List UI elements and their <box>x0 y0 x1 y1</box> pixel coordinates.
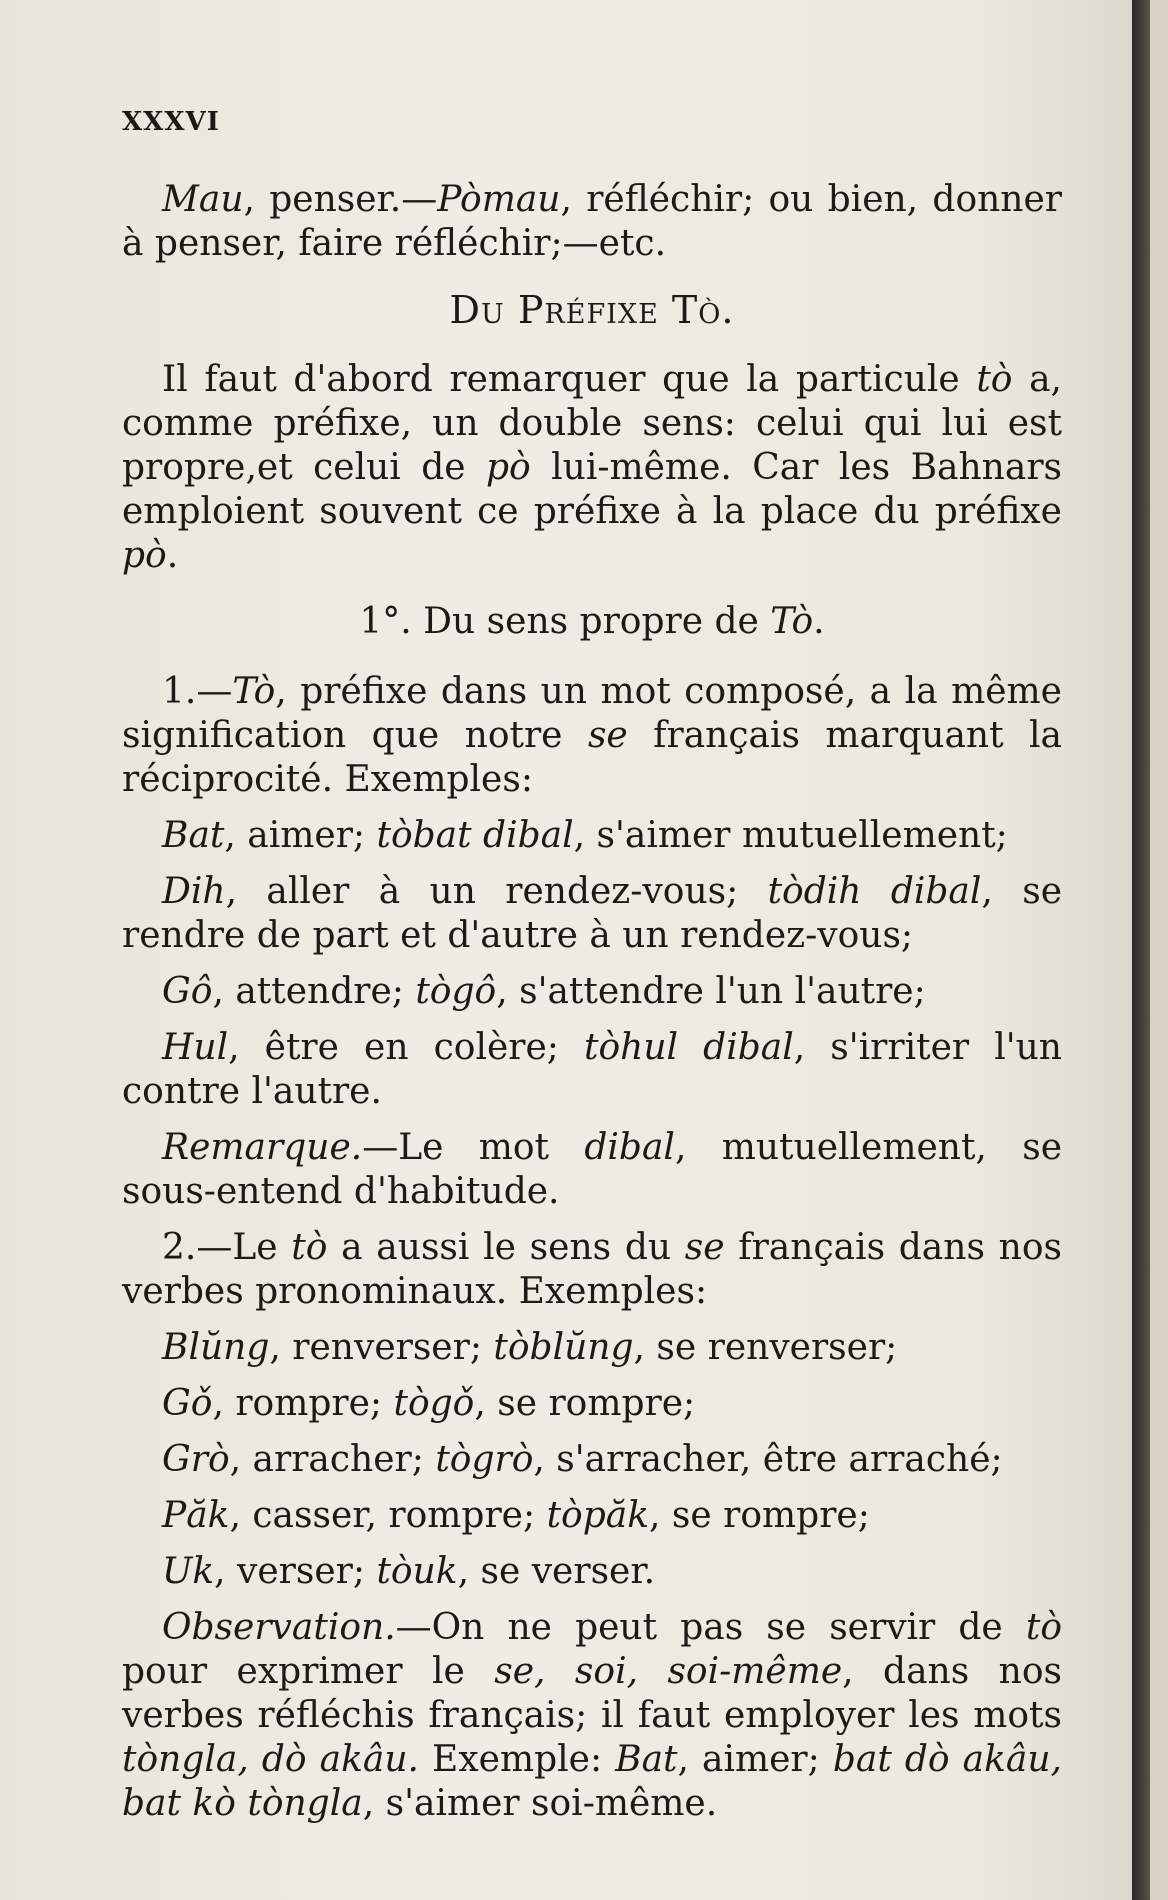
section-1-paragraph <box>122 670 1062 802</box>
page-content <box>122 100 1062 1838</box>
observation-label: Observation. <box>162 1607 396 1648</box>
para-text: . <box>166 535 179 576</box>
example-meaning: , rompre; <box>212 1383 394 1424</box>
para-text: 2.—Le <box>162 1227 292 1268</box>
example-meaning: , casser, rompre; <box>229 1495 547 1536</box>
para-text: Il faut d'abord remarquer que la particule <box>162 359 977 400</box>
para-text: a aussi le sens du <box>327 1227 685 1268</box>
para-text: , mutuellement, se sous-entend d'habitude. <box>122 1127 1062 1212</box>
remark-label: Remarque. <box>162 1127 363 1168</box>
example-derived-meaning: , s'aimer mutuellement; <box>573 815 1008 856</box>
para-italic: pò <box>122 535 167 576</box>
subheading-text: . <box>813 601 825 642</box>
para-text: pour exprimer le <box>122 1651 495 1692</box>
example-line <box>122 1550 1062 1594</box>
example-line <box>122 1438 1062 1482</box>
example-word: Gô <box>162 971 213 1012</box>
example-derived: tòhul dibal <box>584 1027 794 1068</box>
para-italic: Tò <box>232 671 276 712</box>
para-text: , dans nos verbes réfléchis français; il faut employer les mots <box>122 1651 1062 1736</box>
intro-text: , penser.— <box>243 179 438 220</box>
intro-word: Mau <box>162 179 244 220</box>
page-edge-shadow <box>1132 0 1150 1900</box>
example-meaning: , arracher; <box>229 1439 436 1480</box>
para-text: —Le mot <box>362 1127 585 1168</box>
para-italic: tò <box>1025 1607 1062 1648</box>
intro-derived-word: Pòmau <box>437 179 561 220</box>
example-derived: tòpăk <box>546 1495 650 1536</box>
para-text: 1.— <box>162 671 233 712</box>
para-text: , aimer; <box>677 1739 833 1780</box>
para-italic: se, soi, soi-même <box>494 1651 843 1692</box>
example-word: Grò <box>162 1439 230 1480</box>
page-number: XXXVI <box>122 107 220 137</box>
example-line <box>122 1026 1062 1114</box>
example-derived: tòdih dibal <box>767 871 982 912</box>
example-derived: tògô <box>415 971 497 1012</box>
example-word: Bat <box>162 815 225 856</box>
subheading-italic: Tò <box>770 601 814 642</box>
example-derived-meaning: , se renverser; <box>633 1327 898 1368</box>
example-word: Dih <box>162 871 226 912</box>
example-word: Gǒ <box>162 1383 213 1424</box>
para-italic: bat dò akâu, bat kò tòngla <box>122 1739 1062 1824</box>
example-line <box>122 970 1062 1014</box>
subheading <box>122 600 1062 644</box>
para-text: français dans nos verbes pronominaux. Exemples: <box>122 1227 1062 1312</box>
example-derived-meaning: , se rompre; <box>474 1383 696 1424</box>
para-italic: Bat <box>615 1739 678 1780</box>
example-word: Hul <box>162 1027 229 1068</box>
para-italic: tòngla, dò akâu. <box>122 1739 419 1780</box>
example-meaning: , aller à un rendez-vous; <box>225 871 768 912</box>
example-meaning: , aimer; <box>224 815 377 856</box>
observation-paragraph <box>122 1606 1062 1826</box>
example-derived-meaning: , s'arracher, être arraché; <box>533 1439 1003 1480</box>
example-meaning: , verser; <box>214 1551 377 1592</box>
example-line <box>122 870 1062 958</box>
example-derived-meaning: , se rompre; <box>649 1495 870 1536</box>
intro-paragraph <box>122 178 1062 266</box>
paragraph-1 <box>122 358 1062 578</box>
example-derived: tòblŭng <box>493 1327 634 1368</box>
para-text: Exemple: <box>419 1739 616 1780</box>
example-derived: tògǒ <box>393 1383 475 1424</box>
example-word: Uk <box>162 1551 215 1592</box>
para-italic: dibal <box>584 1127 675 1168</box>
example-meaning: , être en colère; <box>228 1027 585 1068</box>
para-text: français marquant la réciprocité. Exemples: <box>122 715 1062 800</box>
example-line <box>122 1326 1062 1370</box>
example-derived-meaning: , se rendre de part et d'autre à un rendez-vous; <box>122 871 1062 956</box>
example-word: Păk <box>162 1495 230 1536</box>
example-derived-meaning: , se verser. <box>457 1551 656 1592</box>
example-derived: tòbat dibal <box>376 815 574 856</box>
section-2-paragraph <box>122 1226 1062 1314</box>
section-heading: Du Préfixe Tò. <box>449 288 735 332</box>
para-text: a, comme préfixe, un double sens: celui qui lui est propre,et celui de <box>122 359 1062 488</box>
para-text: lui-même. Car les Bahnars emploient souvent ce préfixe à la place du préfixe <box>122 447 1063 532</box>
example-derived-meaning: , s'attendre l'un l'autre; <box>496 971 926 1012</box>
para-italic: se <box>684 1227 725 1268</box>
example-derived-meaning: , s'irriter l'un contre l'autre. <box>122 1027 1062 1112</box>
intro-text: , réfléchir; ou bien, donner à penser, faire réfléchir;—etc. <box>122 179 1062 264</box>
para-text: —On ne peut pas se servir de <box>395 1607 1026 1648</box>
remark-paragraph <box>122 1126 1062 1214</box>
subheading-text: 1°. Du sens propre de <box>359 601 771 642</box>
example-line <box>122 1382 1062 1426</box>
example-meaning: , attendre; <box>212 971 416 1012</box>
para-text: , préfixe dans un mot composé, a la même signification que notre <box>122 671 1062 756</box>
example-line <box>122 1494 1062 1538</box>
example-derived: tòuk <box>376 1551 458 1592</box>
example-word: Blŭng <box>162 1327 270 1368</box>
para-italic: pò <box>485 447 531 488</box>
para-italic: se <box>587 715 628 756</box>
example-line <box>122 814 1062 858</box>
para-text: , s'aimer soi-même. <box>362 1783 718 1824</box>
para-italic: tò <box>291 1227 328 1268</box>
example-derived: tògrò <box>435 1439 534 1480</box>
para-italic: tò <box>976 359 1013 400</box>
example-meaning: , renverser; <box>269 1327 494 1368</box>
